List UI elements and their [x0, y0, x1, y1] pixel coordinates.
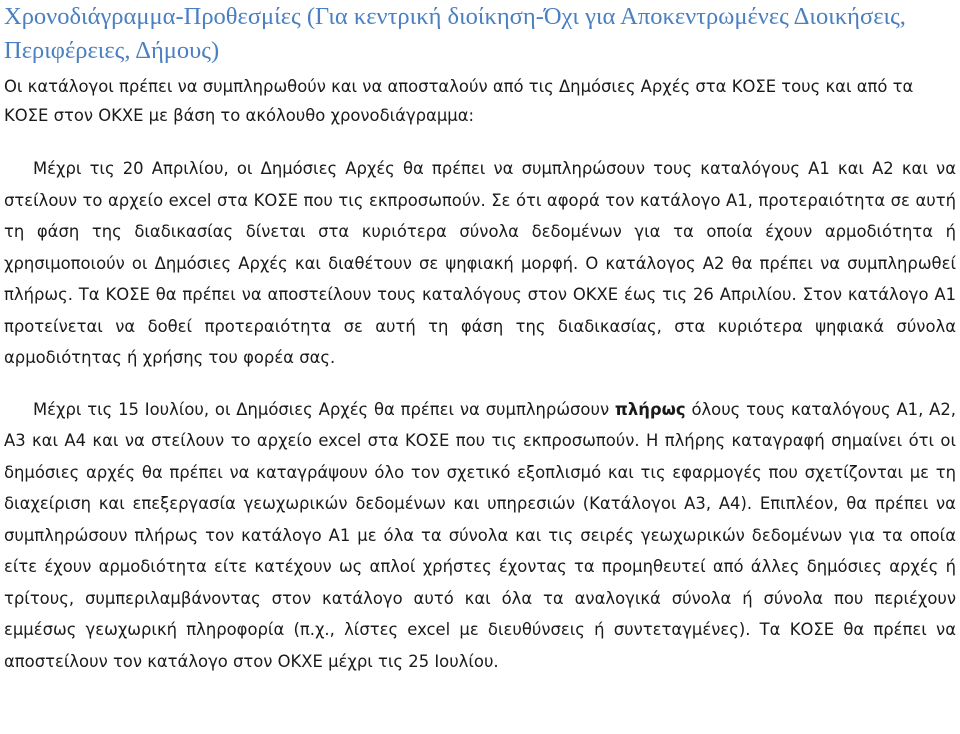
intro-paragraph: Οι κατάλογοι πρέπει να συμπληρωθούν και να αποσταλούν από τις Δημόσιες Αρχές στα ΚΟΣΕ τους και από τα ΚΟΣΕ στον ΟΚΧΕ με βάση το ακόλουθο χρονοδιάγραμμα: — [4, 77, 914, 125]
emphasis-fully: πλήρως — [614, 399, 686, 419]
deadline-july-text-start: Μέχρι τις 15 Ιουλίου, οι Δημόσιες Αρχές θα πρέπει να συμπληρώσουν — [33, 399, 615, 419]
deadline-july-paragraph — [4, 394, 956, 678]
document-title: Χρονοδιάγραμμα-Προθεσμίες (Για κεντρική διοίκηση-Όχι για Αποκεντρωμένες Διοικήσεις, Περιφέρειες, Δήμους) — [4, 3, 906, 64]
deadline-july-text-end: όλους τους καταλόγους Α1, Α2, Α3 και Α4 και να στείλουν το αρχείο excel στα ΚΟΣΕ που τις εκπροσωπούν. Η πλήρης καταγραφή σημαίνει ότι οι δημόσιες αρχές θα πρέπει να καταγράψουν όλο τον σχετικό εξοπλισμό και τις εφαρμογές που σχετίζονται με τη διαχείριση και επεξεργασία γεωχωρικών δεδομένων και υπηρεσιών (Κατάλογοι Α3, Α4). Επιπλέον, θα πρέπει να συμπληρώσουν πλήρως τον κατάλογο Α1 με όλα τα σύνολα και τις σειρές γεωχωρικών δεδομένων για τα οποία είτε έχουν αρμοδιότητα είτε κατέχουν ως απλοί χρήστες έχοντας τα προμηθευτεί από άλλες δημόσιες αρχές ή τρίτους, συμπεριλαμβάνοντας στον κατάλογο αυτό και όλα τα αναλογικά σύνολα ή σύνολα που περιέχουν εμμέσως γεωχωρική πληροφορία (π.χ., λίστες excel με διευθύνσεις ή συντεταγμένες). Τα ΚΟΣΕ θα πρέπει να αποστείλουν τον κατάλογο στον ΟΚΧΕ μέχρι τις 25 Ιουλίου. — [4, 399, 956, 671]
deadline-april-paragraph: Μέχρι τις 20 Απριλίου, οι Δημόσιες Αρχές θα πρέπει να συμπληρώσουν τους καταλόγους Α1 και Α2 και να στείλουν το αρχείο excel στα ΚΟΣΕ που τις εκπροσωπούν. Σε ότι αφορά τον κατάλογο Α1, προτεραιότητα σε αυτή τη φάση της διαδικασίας δίνεται στα κυριότερα σύνολα δεδομένων για τα οποία έχουν αρμοδιότητα ή χρησιμοποιούν οι Δημόσιες Αρχές και διαθέτουν σε ψηφιακή μορφή. Ο κατάλογος Α2 θα πρέπει να συμπληρωθεί πλήρως. Τα ΚΟΣΕ θα πρέπει να αποστείλουν τους καταλόγους στον ΟΚΧΕ έως τις 26 Απριλίου. Στον κατάλογο Α1 προτείνεται να δοθεί προτεραιότητα σε αυτή τη φάση της διαδικασίας, στα κυριότερα ψηφιακά σύνολα αρμοδιότητας ή χρήσης του φορέα σας. — [4, 159, 956, 367]
